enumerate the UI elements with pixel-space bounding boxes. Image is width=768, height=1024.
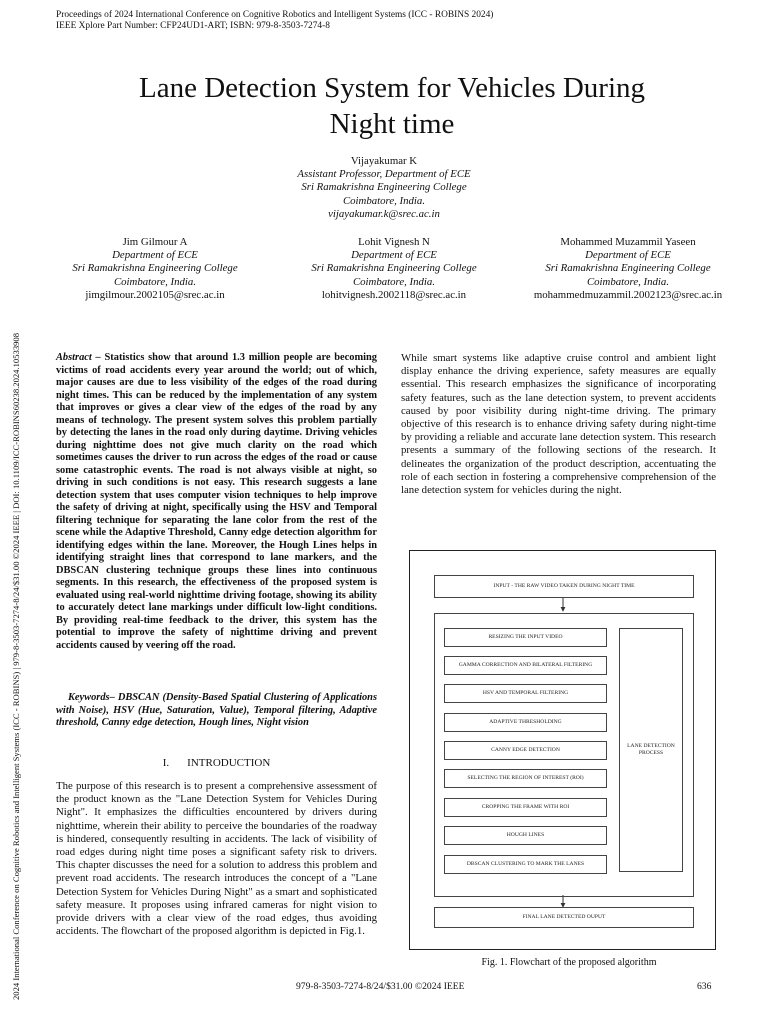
flowchart-figure [409,550,716,950]
author-3 [520,236,736,302]
right-column-text: While smart systems like adaptive cruise control and ambient light display enhance the driving experience, safety measures are equally essential. This research emphasizes the significance of incorporating safety features, such as the lane detection system, to prevent accidents caused by poor visibility during night-time driving. The primary objective of this research is to enhance driving safety during night-time by providing a reliable and accurate lane detection system. This research presents a summary of the following sections of the research. It delineates the organization of the product description, accentuating the role of each section in fostering a comprehensive comprehension of the lane detection system for vehicles during the night. [401,352,716,497]
flowchart-step: RESIZING THE INPUT VIDEO [444,628,607,647]
keywords: Keywords– DBSCAN (Density-Based Spatial Clustering of Applications with Noise), HSV (Hue, Saturation, Value), Temporal filtering, Adaptive threshold, Canny edge detection, Hough lines, Night vision [56,692,377,728]
author-dept: Department of ECE [112,249,198,262]
flowchart-output-box: FINAL LANE DETECTED OUPUT [434,907,694,928]
abstract-label: Abstract – [56,352,101,363]
page-title [60,70,724,142]
proceedings-line: Proceedings of 2024 International Conference on Cognitive Robotics and Intelligent Systems (ICC - ROBINS 2024) [56,10,494,20]
author-city: Coimbatore, India. [352,275,436,288]
author-name: Mohammed Muzammil Yaseen [560,236,696,248]
flowchart-process-label: LANE DETECTION PROCESS [619,628,683,872]
author-name: Jim Gilmour A [122,236,188,248]
author-email: vijayakumar.k@srec.ac.in [328,207,440,220]
flowchart-step: CANNY EDGE DETECTION [444,741,607,760]
author-city: Coimbatore, India. [113,275,197,288]
author-name: Vijayakumar K [350,155,418,167]
flowchart-step: ADAPTIVE THRESHOLDING [444,713,607,732]
section-title: INTRODUCTION [187,757,271,769]
flowchart-step: HOUGH LINES [444,826,607,845]
author-2 [289,236,499,302]
isbn-line: IEEE Xplore Part Number: CFP24UD1-ART; ISBN: 979-8-3503-7274-8 [56,21,330,31]
author-city: Coimbatore, India. [586,275,670,288]
author-email: lohitvignesh.2002118@srec.ac.in [321,288,467,301]
author-lead [234,155,534,221]
author-name: Lohit Vignesh N [358,236,430,248]
author-college: Sri Ramakrishna Engineering College [72,262,238,275]
author-email: mohammedmuzammil.2002123@srec.ac.in [533,288,723,301]
author-email: jimgilmour.2002105@srec.ac.in [85,288,225,301]
flowchart-step: GAMMA CORRECTION AND BILATERAL FILTERING [444,656,607,675]
section-heading [56,757,377,769]
flowchart-step: SELECTING THE REGION OF INTEREST (ROI) [444,769,607,788]
flowchart-input-box: INPUT - THE RAW VIDEO TAKEN DURING NIGHT TIME [434,575,694,598]
author-college: Sri Ramakrishna Engineering College [545,262,711,275]
footer-code: 979-8-3503-7274-8/24/$31.00 ©2024 IEEE [296,981,465,992]
author-dept: Department of ECE [585,249,671,262]
author-1 [50,236,260,302]
author-college: Sri Ramakrishna Engineering College [301,181,467,194]
author-role: Assistant Professor, Department of ECE [297,168,471,181]
page-number: 636 [697,981,712,992]
title-line-1: Lane Detection System for Vehicles During [138,72,646,104]
introduction-text: The purpose of this research is to present a comprehensive assessment of the product known as the "Lane Detection System for Vehicles During Night". It emphasizes the difficulties encountered by drivers during nighttime, wherein their ability to perceive the boundaries of the roadway is hindered, consequently resulting in accidents. The lack of visibility of road edges during night time poses a significant safety risk to drivers. This chapter discusses the need for a solution to address this problem and prevent road accidents. The research introduces the concept of a "Lane Detection System for Vehicles During Night" as a smart and sophisticated safety measure. It proposes using infrared cameras for night vision to provide drivers with a clear view of the road edges, thus avoiding accidents. The flowchart of the proposed algorithm is depicted in Fig.1. [56,780,377,938]
author-dept: Department of ECE [351,249,437,262]
doi-sidebar: 2024 International Conference on Cognitive Robotics and Intelligent Systems (ICC - ROBINS) | 979-8-3503-7274-8/24/$31.00 ©2024 IEEE | DOI: 10.1109/ICC-ROBINS60238.2024.10533908 [11,332,21,1000]
abstract [56,352,377,652]
figure-caption: Fig. 1. Flowchart of the proposed algorithm [481,957,657,968]
section-number: I. [162,757,170,769]
flowchart-step: DBSCAN CLUSTERING TO MARK THE LANES [444,855,607,874]
flowchart-step: HSV AND TEMPORAL FILTERING [444,684,607,703]
flowchart-step: CROPPING THE FRAME WITH ROI [444,798,607,817]
author-college: Sri Ramakrishna Engineering College [311,262,477,275]
title-line-2: Night time [329,108,455,140]
abstract-text: Statistics show that around 1.3 million people are becoming victims of road accidents every year around the world; out of which, major causes are due to less visibility of the edges of the road during night times. This can be reduced by the implementation of any system that improves or gives a clear view of the edges of the road by any means of technology. The present system solves this problem partially by detecting the lanes in the road only during daytime. Driving vehicles during nighttime does not give much clarity on the road which sometimes causes the driver to run across the edges of the road or cause some catastrophic events. The road is not always visible at night, so driving in such conditions is not easy. This research suggests a lane detection system that uses computer vision techniques to help improve the safety of driving at night, specifically using the HSV and Temporal filtering technique for separating the lane color from the rest of the scene while the Adaptive Threshold, Canny edge detection algorithm for identifying edges within the lane. Moreover, the Hough Lines helps in identifying straight lines that correspond to lane markers, and the DBSCAN clustering technique groups these lines into continuous segments. In this research, the effectiveness of the proposed system is evaluated using real-world nighttime driving footage, showing its ability to accurately detect lane markings under difficult low-light conditions. By providing real-time feedback to the driver, this system has the potential to improve the safety of nighttime driving and prevent accidents caused by veering off the road. [56,352,377,651]
author-city: Coimbatore, India. [342,194,426,207]
